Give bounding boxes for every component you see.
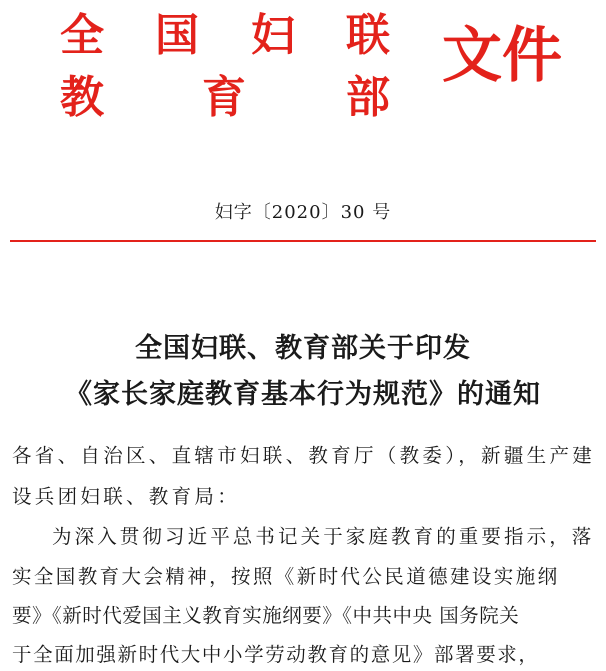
document-title-line-2: 《家长家庭教育基本行为规范》的通知 — [65, 379, 541, 410]
body-text-line: 于全面加强新时代大中小学劳动教育的意见》部署要求， — [12, 643, 540, 666]
red-divider — [10, 240, 596, 242]
document-number: 妇字〔2020〕30 号 — [214, 202, 392, 223]
body-text-line: 要》《新时代爱国主义教育实施纲要》《中共中央 国务院关 — [12, 604, 520, 627]
letterhead-char: 育 — [202, 72, 246, 123]
letterhead-char: 教 — [60, 72, 104, 123]
letterhead-char: 妇 — [251, 10, 295, 61]
body-text-line: 为深入贯彻习近平总书记关于家庭教育的重要指示，落 — [52, 525, 595, 548]
letterhead-char: 部 — [346, 72, 390, 123]
letterhead-doc-type: 文件 — [442, 21, 562, 91]
letterhead-char: 全 — [60, 10, 104, 61]
letterhead-char: 联 — [346, 10, 390, 61]
body-text-line: 实全国教育大会精神，按照《新时代公民道德建设实施纲 — [12, 565, 560, 588]
body-text-line: 设兵团妇联、教育局： — [12, 485, 241, 508]
document-title-line-1: 全国妇联、教育部关于印发 — [135, 333, 471, 364]
letterhead-char: 国 — [155, 10, 199, 61]
body-text-line: 各省、自治区、直辖市妇联、教育厅（教委），新疆生产建 — [12, 444, 596, 467]
